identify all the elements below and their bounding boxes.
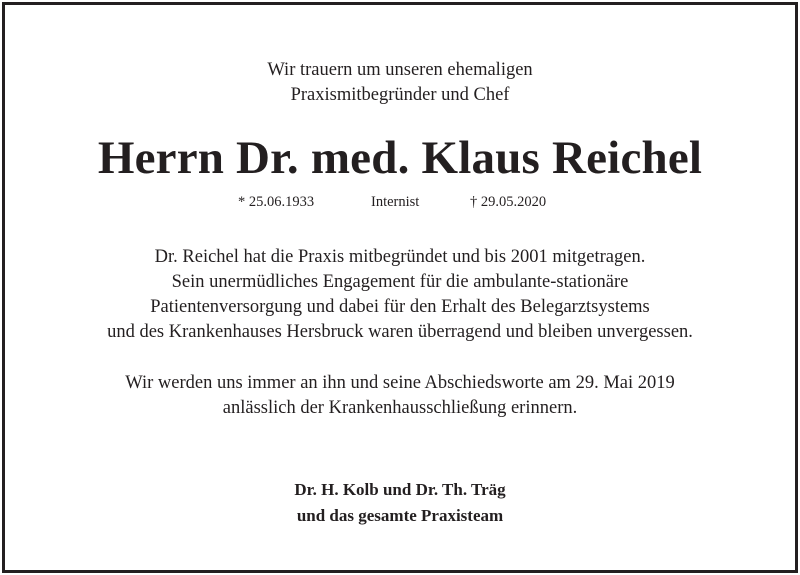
paragraph-1-line-3: Patientenversorgung und dabei für den Erhalt des Belegarztsystems: [150, 297, 650, 317]
life-dates: [0, 193, 800, 211]
profession: Internist: [371, 194, 420, 210]
paragraph-1-line-2: Sein unermüdliches Engagement für die ambulante-stationäre: [171, 272, 629, 292]
intro-line-2: Praxismitbegründer und Chef: [290, 85, 510, 105]
paragraph-1-line-1: Dr. Reichel hat die Praxis mitbegründet und bis 2001 mitgetragen.: [154, 247, 646, 267]
paragraph-2-line-2: anlässlich der Krankenhausschließung erinnern.: [222, 398, 578, 418]
signature-line-2: und das gesamte Praxisteam: [296, 506, 504, 525]
paragraph-2-line-1: Wir werden uns immer an ihn und seine Abschiedsworte am 29. Mai 2019: [125, 373, 675, 393]
paragraph-1-line-4: und des Krankenhauses Hersbruck waren überragend und bleiben unvergessen.: [107, 322, 693, 342]
birth-date: * 25.06.1933: [238, 194, 315, 210]
death-date: † 29.05.2020: [470, 194, 547, 210]
intro-line-1: Wir trauern um unseren ehemaligen: [267, 60, 533, 80]
signature-line-1: Dr. H. Kolb und Dr. Th. Träg: [294, 480, 506, 499]
deceased-name: Herrn Dr. med. Klaus Reichel: [97, 132, 703, 184]
